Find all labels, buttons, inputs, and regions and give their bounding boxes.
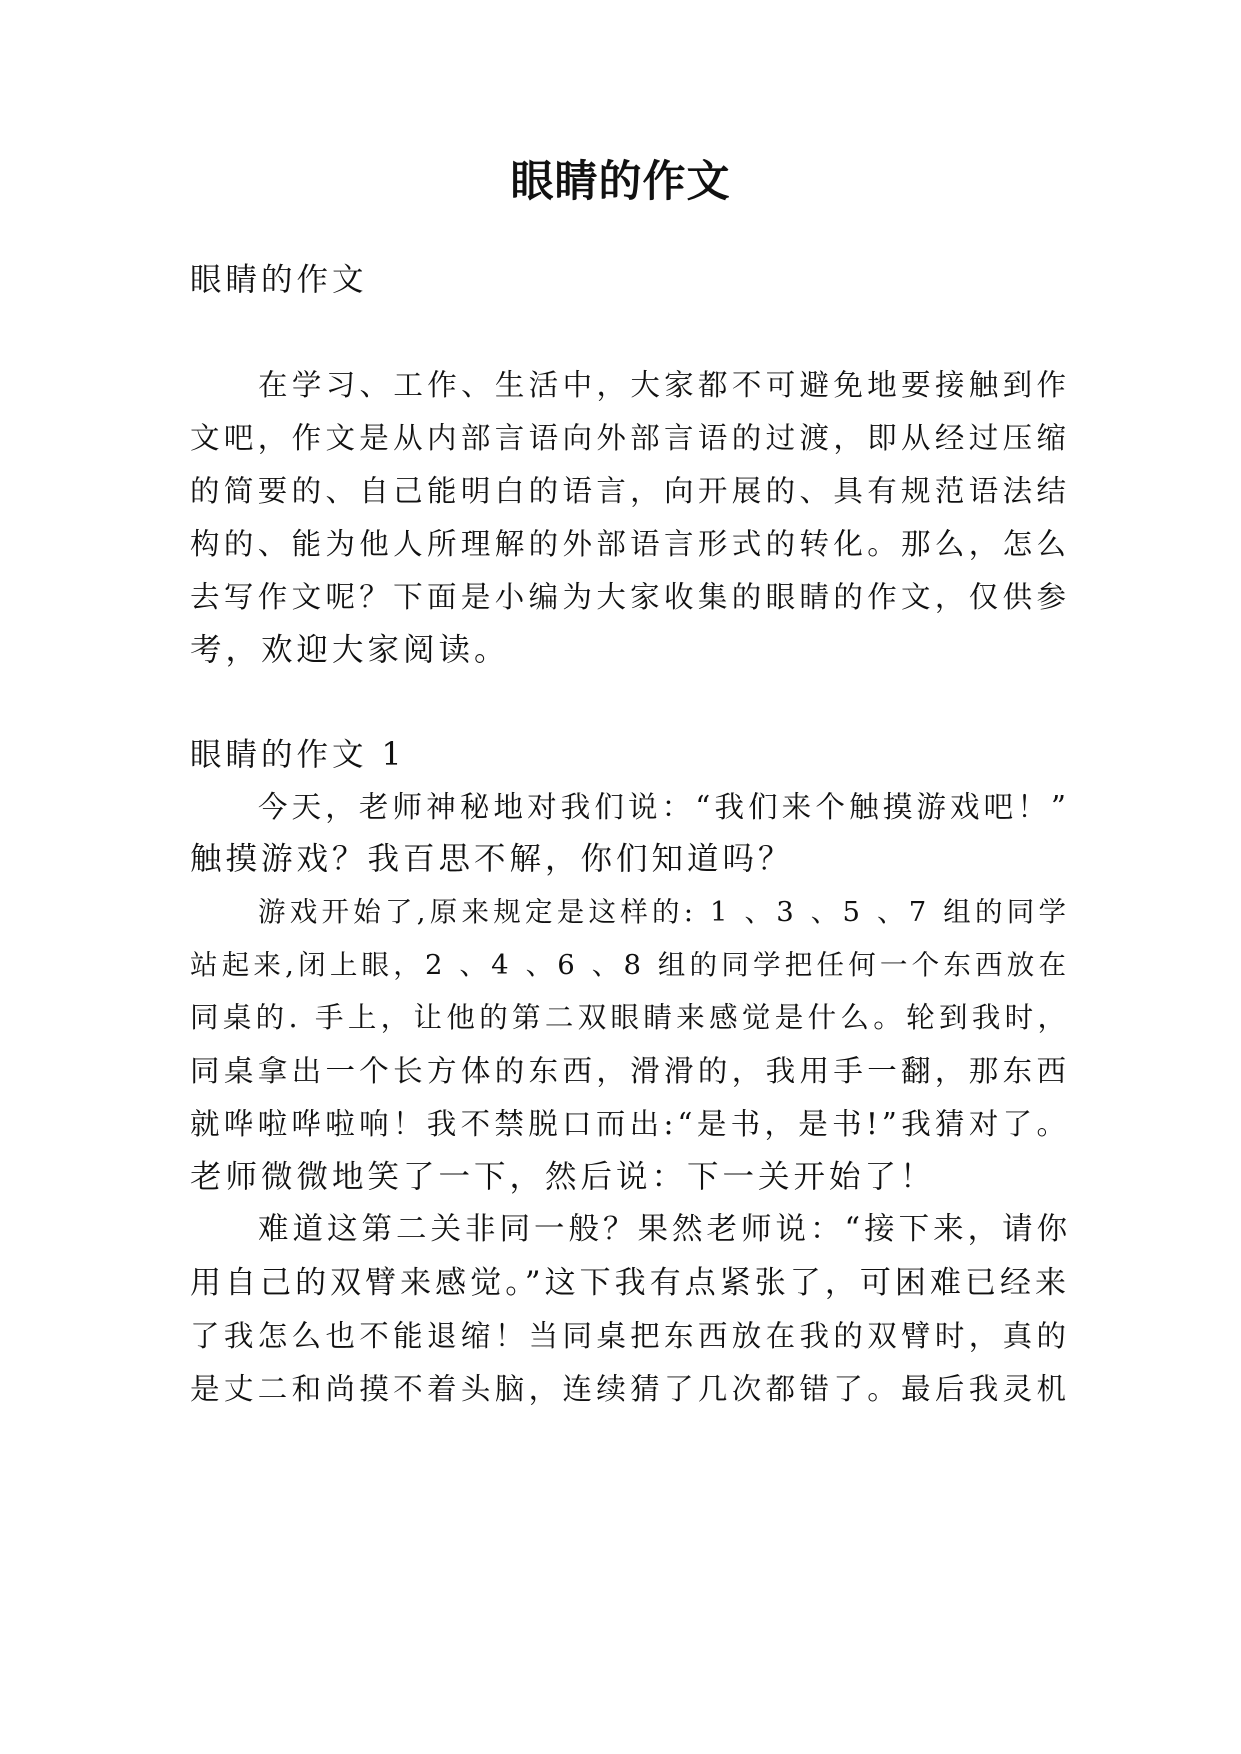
paragraph-line: 同桌拿出一个长方体的东西，滑滑的，我用手一翻，那东西	[190, 1054, 1070, 1088]
intro-line: 文吧，作文是从内部言语向外部言语的过渡，即从经过压缩	[190, 421, 1070, 455]
intro-line: 的简要的、自己能明白的语言，向开展的、具有规范语法结	[190, 474, 1070, 508]
intro-line: 考，欢迎大家阅读。	[190, 632, 510, 668]
paragraph-line: 同桌的. 手上，让他的第二双眼睛来感觉是什么。轮到我时，	[190, 1001, 1070, 1034]
intro-line: 在学习、工作、生活中，大家都不可避免地要接触到作	[258, 368, 1070, 402]
paragraph-line: 今天，老师神秘地对我们说：“我们来个触摸游戏吧！”	[258, 790, 1070, 824]
document-subtitle: 眼睛的作文	[190, 262, 368, 298]
paragraph-line: 是丈二和尚摸不着头脑，连续猜了几次都错了。最后我灵机	[190, 1372, 1070, 1406]
section-heading: 眼睛的作文 1	[190, 737, 406, 773]
paragraph-line: 用自己的双臂来感觉。”这下我有点紧张了，可困难已经来	[190, 1265, 1070, 1301]
paragraph-line: 游戏开始了,原来规定是这样的: 1 、3 、5 、7 组的同学	[258, 896, 1070, 928]
intro-line: 构的、能为他人所理解的外部语言形式的转化。那么，怎么	[190, 527, 1070, 561]
paragraph-line: 就哗啦哗啦响！我不禁脱口而出:“是书，是书!”我猜对了。	[190, 1107, 1070, 1141]
paragraph-line: 了我怎么也不能退缩！当同桌把东西放在我的双臂时，真的	[190, 1319, 1070, 1353]
paragraph-line: 站起来,闭上眼，2 、4 、6 、8 组的同学把任何一个东西放在	[190, 949, 1070, 981]
document-title: 眼睛的作文	[510, 157, 731, 207]
paragraph-line: 触摸游戏？我百思不解，你们知道吗？	[190, 841, 794, 877]
intro-line: 去写作文呢？下面是小编为大家收集的眼睛的作文，仅供参	[190, 580, 1070, 614]
paragraph-line: 难道这第二关非同一般？果然老师说：“接下来，请你	[258, 1212, 1072, 1247]
paragraph-line: 老师微微地笑了一下，然后说：下一关开始了！	[190, 1159, 936, 1195]
